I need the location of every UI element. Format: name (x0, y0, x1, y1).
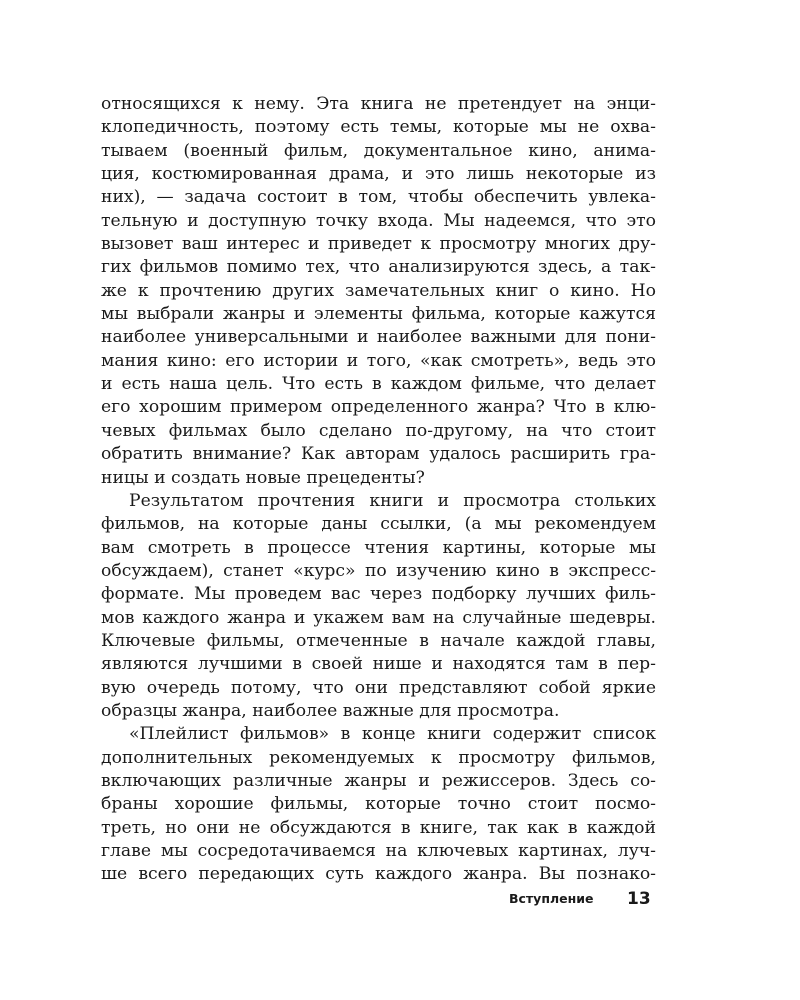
text-line: его хорошим примером определенного жанра? Что в клю- (101, 397, 656, 418)
text-line: включающих различные жанры и режиссеров. Здесь со- (101, 770, 656, 791)
text-line: ция, костюмированная драма, и это лишь некоторые из (101, 164, 656, 185)
text-line: Ключевые фильмы, отмеченные в начале каждой главы, (101, 630, 656, 651)
text-line: мания кино: его истории и того, «как смотреть», ведь это (101, 350, 656, 371)
text-line: же к прочтению других замечательных книг о кино. Но (101, 280, 656, 301)
paragraph-3 (101, 723, 656, 886)
text-line: «Плейлист фильмов» в конце книги содержит список (129, 724, 656, 745)
text-line: чевых фильмах было сделано по-другому, на что стоит (101, 420, 656, 441)
text-line: мы выбрали жанры и элементы фильма, которые кажутся (101, 304, 656, 325)
text-line: вызовет ваш интерес и приведет к просмотру многих дру- (101, 234, 656, 255)
text-line: ницы и создать новые прецеденты? (101, 467, 425, 488)
text-line: Результатом прочтения книги и просмотра стольких (129, 490, 656, 511)
text-line: гих фильмов помимо тех, что анализируются здесь, а так- (101, 257, 656, 278)
text-line: них), — задача состоит в том, чтобы обеспечить увлека- (101, 187, 656, 208)
text-line: формате. Мы проведем вас через подборку лучших филь- (101, 584, 656, 605)
text-line: ше всего передающих суть каждого жанра. Вы познако- (101, 864, 656, 885)
text-line: мов каждого жанра и укажем вам на случайные шедевры. (101, 607, 656, 628)
paragraph-1 (101, 93, 656, 490)
text-line: относящихся к нему. Эта книга не претендует на энци- (101, 94, 656, 114)
text-line: фильмов, на которые даны ссылки, (а мы рекомендуем (101, 514, 656, 535)
text-line: клопедичность, поэтому есть темы, которые мы не охва- (101, 117, 656, 138)
text-line: обсуждаем), станет «курс» по изучению кино в экспресс- (101, 560, 656, 581)
text-line: браны хорошие фильмы, которые точно стоит посмо- (101, 794, 656, 815)
text-line: тельную и доступную точку входа. Мы надеемся, что это (101, 210, 656, 231)
text-line: тываем (военный фильм, документальное кино, анима- (101, 140, 656, 161)
text-line: обратить внимание? Как авторам удалось расширить гра- (101, 444, 656, 465)
text-line: и есть наша цель. Что есть в каждом фильме, что делает (101, 374, 656, 395)
page-footer (0, 889, 800, 913)
text-line: треть, но они не обсуждаются в книге, так как в каждой (101, 817, 656, 838)
text-line: являются лучшими в своей нише и находятся там в пер- (101, 654, 656, 675)
text-line: наиболее универсальными и наиболее важными для пони- (101, 327, 656, 348)
text-line: дополнительных рекомендуемых к просмотру фильмов, (101, 747, 656, 768)
body-text (101, 93, 656, 887)
text-line: образцы жанра, наиболее важные для просмотра. (101, 700, 560, 721)
page-number: 13 (627, 889, 651, 909)
text-line: главе мы сосредотачиваемся на ключевых картинах, луч- (101, 841, 656, 861)
text-line: вам смотреть в процессе чтения картины, которые мы (101, 537, 656, 558)
text-line: вую очередь потому, что они представляют собой яркие (101, 677, 656, 698)
running-title: Вступление (509, 891, 594, 906)
paragraph-2 (101, 490, 656, 723)
